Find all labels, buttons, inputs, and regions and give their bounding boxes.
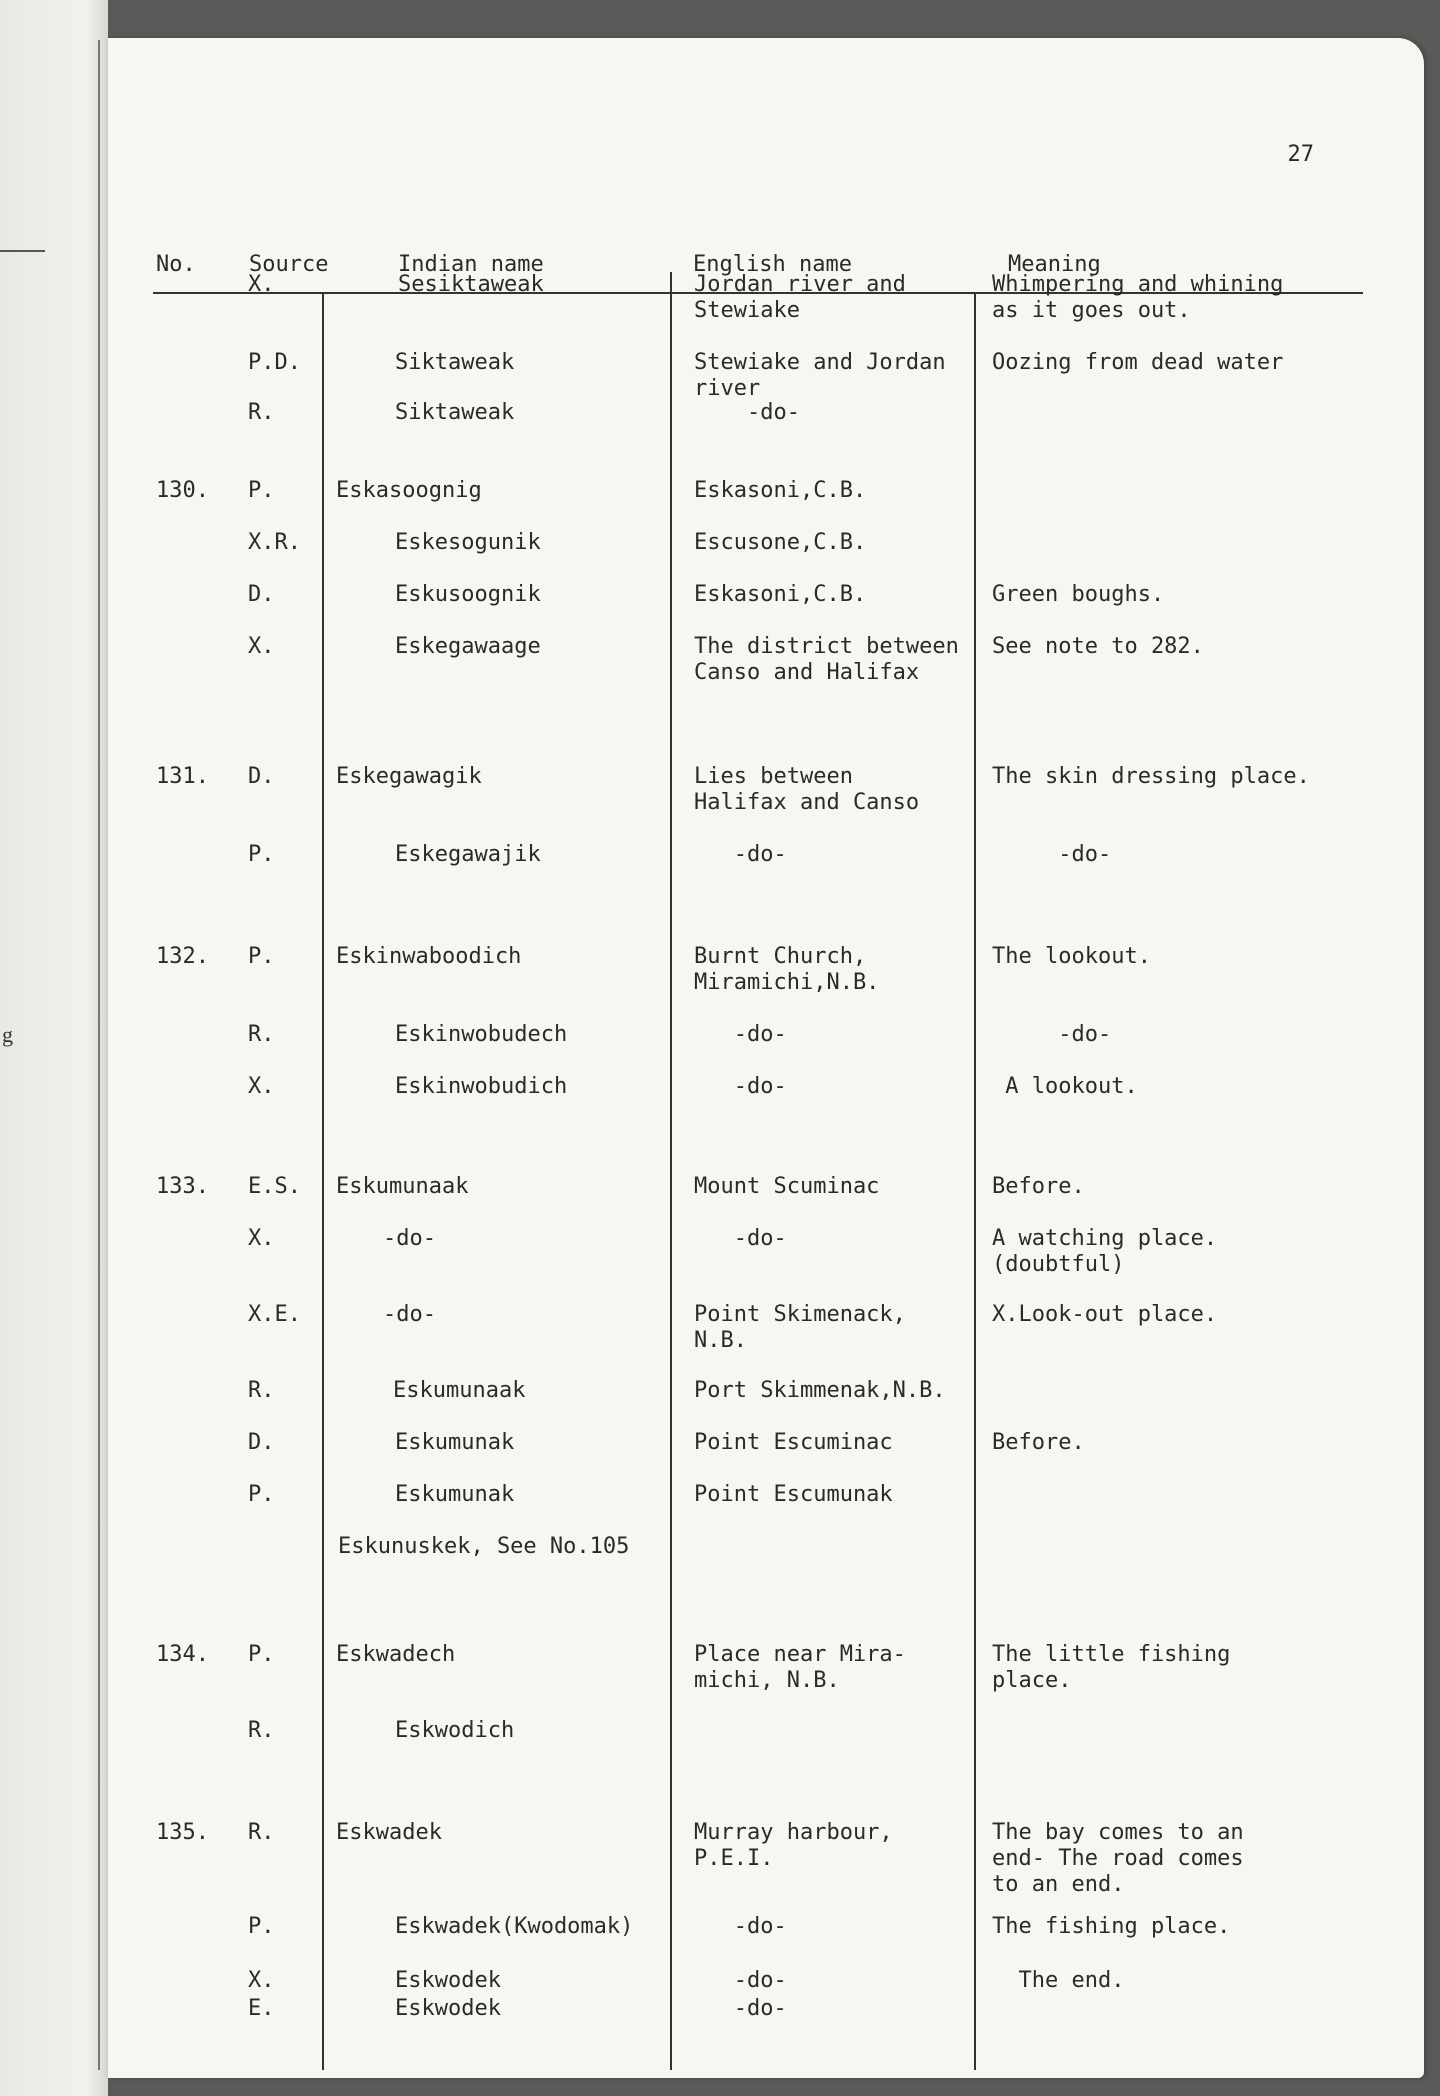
- row-meaning: See note to 282.: [992, 634, 1204, 659]
- page-number: 27: [1287, 142, 1314, 167]
- row-english-name: -do-: [694, 1914, 787, 1939]
- row-meaning: The end.: [992, 1968, 1125, 1993]
- row-indian-name: Eskegawaage: [395, 634, 541, 659]
- row-english-name: Place near Mira- michi, N.B.: [694, 1642, 906, 1693]
- row-english-name: -do-: [694, 1074, 787, 1099]
- row-source: P.: [248, 478, 275, 503]
- row-english-name: Eskasoni,C.B.: [694, 582, 867, 607]
- row-indian-name: -do-: [383, 1226, 436, 1251]
- row-english-name: Burnt Church, Miramichi,N.B.: [694, 944, 880, 995]
- row-number: 133.: [156, 1174, 209, 1199]
- row-english-name: -do-: [694, 1968, 787, 1993]
- row-indian-name: -do-: [383, 1302, 436, 1327]
- header-english-name: English name: [693, 252, 852, 277]
- row-source: R.: [248, 1022, 275, 1047]
- row-source: X.E.: [248, 1302, 301, 1327]
- facing-page-letter: g: [2, 1022, 13, 1047]
- row-english-name: Escusone,C.B.: [694, 530, 867, 555]
- row-english-name: -do-: [694, 1022, 787, 1047]
- row-meaning: Whimpering and whining as it goes out.: [992, 272, 1284, 323]
- row-english-name: The district between Canso and Halifax: [694, 634, 959, 685]
- row-source: X.: [248, 1968, 275, 1993]
- row-source: E.S.: [248, 1174, 301, 1199]
- facing-page-edge: [0, 0, 108, 2096]
- row-english-name: -do-: [694, 400, 800, 425]
- column-rule-source: [322, 294, 324, 2070]
- row-indian-name: Eskasoognig: [336, 478, 482, 503]
- row-meaning: Oozing from dead water: [992, 350, 1284, 375]
- row-source: P.: [248, 1914, 275, 1939]
- row-source: P.: [248, 944, 275, 969]
- facing-page-rule: [0, 250, 45, 252]
- row-source: R.: [248, 1378, 275, 1403]
- row-meaning: The lookout.: [992, 944, 1151, 969]
- row-indian-name: Eskegawajik: [395, 842, 541, 867]
- row-meaning: -do-: [992, 842, 1112, 867]
- row-english-name: Jordan river and Stewiake: [694, 272, 906, 323]
- row-english-name: Murray harbour, P.E.I.: [694, 1820, 893, 1871]
- row-source: X.: [248, 272, 275, 297]
- row-indian-name: Eskinwobudich: [395, 1074, 568, 1099]
- row-source: X.: [248, 1074, 275, 1099]
- row-meaning: X.Look-out place.: [992, 1302, 1218, 1327]
- row-source: X.: [248, 634, 275, 659]
- row-indian-name: Eskumunaak: [393, 1378, 526, 1403]
- row-source: X.R.: [248, 530, 301, 555]
- column-rule-english: [974, 294, 976, 2070]
- row-english-name: Point Escuminac: [694, 1430, 893, 1455]
- row-meaning: -do-: [992, 1022, 1112, 1047]
- row-number: 134.: [156, 1642, 209, 1667]
- row-indian-name: Siktaweak: [395, 400, 515, 425]
- row-indian-name: Eskumunaak: [336, 1174, 469, 1199]
- document-page: [108, 38, 1424, 2078]
- row-english-name: -do-: [694, 842, 787, 867]
- row-source: R.: [248, 1820, 275, 1845]
- row-meaning: A lookout.: [992, 1074, 1138, 1099]
- row-indian-name: Eskinwaboodich: [336, 944, 522, 969]
- header-source: Source: [249, 252, 329, 277]
- row-number: 132.: [156, 944, 209, 969]
- row-source: D.: [248, 764, 275, 789]
- row-source: D.: [248, 582, 275, 607]
- row-number: 131.: [156, 764, 209, 789]
- header-indian-name: Indian name: [398, 252, 544, 277]
- row-meaning: Before.: [992, 1174, 1085, 1199]
- row-english-name: Stewiake and Jordan river: [694, 350, 946, 401]
- row-meaning: A watching place. (doubtful): [992, 1226, 1218, 1277]
- row-source: R.: [248, 1718, 275, 1743]
- row-meaning: The skin dressing place.: [992, 764, 1310, 789]
- row-english-name: -do-: [694, 1996, 787, 2021]
- row-source: P.: [248, 1642, 275, 1667]
- row-english-name: Lies between Halifax and Canso: [694, 764, 920, 815]
- row-indian-name: Eskinwobudech: [395, 1022, 568, 1047]
- row-indian-name: Eskwadek(Kwodomak): [395, 1914, 634, 1939]
- row-meaning: The little fishing place.: [992, 1642, 1231, 1693]
- row-meaning: The bay comes to an end- The road comes to an end.: [992, 1820, 1244, 1897]
- row-meaning: The fishing place.: [992, 1914, 1231, 1939]
- row-indian-name: Eskumunak: [395, 1482, 515, 1507]
- binding-spine: [98, 40, 100, 2070]
- row-indian-name: Eskwadech: [336, 1642, 456, 1667]
- row-source: P.: [248, 842, 275, 867]
- row-english-name: Point Skimenack, N.B.: [694, 1302, 906, 1353]
- header-meaning: Meaning: [1008, 252, 1101, 277]
- row-source: E.: [248, 1996, 275, 2021]
- row-meaning: Green boughs.: [992, 582, 1165, 607]
- row-english-name: Port Skimmenak,N.B.: [694, 1378, 946, 1403]
- row-indian-name: Eskwodich: [395, 1718, 515, 1743]
- row-source: D.: [248, 1430, 275, 1455]
- row-source: P.D.: [248, 350, 301, 375]
- row-indian-name: Eskwadek: [336, 1820, 442, 1845]
- row-source: R.: [248, 400, 275, 425]
- row-source: P.: [248, 1482, 275, 1507]
- row-number: 130.: [156, 478, 209, 503]
- row-indian-name: Eskwodek: [395, 1968, 501, 1993]
- row-meaning: Before.: [992, 1430, 1085, 1455]
- row-indian-name: Eskesogunik: [395, 530, 541, 555]
- row-indian-name: Siktaweak: [395, 350, 515, 375]
- row-indian-name: Eskwodek: [395, 1996, 501, 2021]
- header-no: No.: [156, 252, 196, 277]
- row-indian-name: Eskusoognik: [395, 582, 541, 607]
- column-rule-indian: [670, 272, 672, 2070]
- row-number: 135.: [156, 1820, 209, 1845]
- row-english-name: Mount Scuminac: [694, 1174, 880, 1199]
- row-english-name: -do-: [694, 1226, 787, 1251]
- row-indian-name: Sesiktaweak: [398, 272, 544, 297]
- row-indian-name: Eskunuskek, See No.105: [338, 1534, 630, 1559]
- row-english-name: Point Escumunak: [694, 1482, 893, 1507]
- row-english-name: Eskasoni,C.B.: [694, 478, 867, 503]
- row-indian-name: Eskegawagik: [336, 764, 482, 789]
- row-indian-name: Eskumunak: [395, 1430, 515, 1455]
- row-source: X.: [248, 1226, 275, 1251]
